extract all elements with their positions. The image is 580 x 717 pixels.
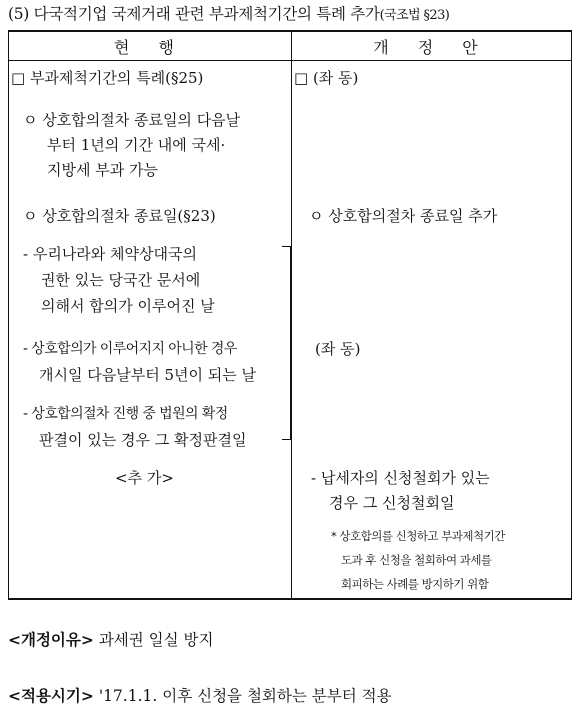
right-same: (좌 동) (315, 340, 361, 358)
revision-reason (8, 628, 213, 650)
left-sub2-line1: - 상호합의가 이루어지지 아니한 경우 (23, 341, 237, 357)
right-item-title: □ (좌 동) (294, 69, 359, 87)
effective-date-text: '17.1.1. 이후 신청을 철회하는 분부터 적용 (98, 687, 392, 705)
left-add-placeholder: <추 가> (115, 469, 174, 487)
section-title (8, 2, 578, 24)
right-note-line2: 도과 후 신청을 철회하여 과세를 (341, 553, 492, 567)
right-new-sub-line2: 경우 그 신청철회일 (329, 494, 455, 512)
left-sub3-line2: 판결이 있는 경우 그 확정판결일 (39, 431, 247, 449)
left-sub1-line3: 의해서 합의가 이루어진 날 (41, 297, 215, 315)
header-current: 현 행 (114, 38, 186, 57)
effective-date-label: <적용시기> (8, 687, 94, 705)
left-item1-line1: ㅇ 상호합의절차 종료일의 다음날 (23, 111, 241, 129)
left-sub3-line1: - 상호합의절차 진행 중 법원의 확정 (23, 406, 228, 422)
header-revised: 개 정 안 (373, 38, 490, 57)
revision-reason-label: <개정이유> (8, 631, 94, 649)
comparison-table (8, 30, 572, 600)
right-note-line3: 회피하는 사례를 방지하기 위함 (341, 577, 489, 591)
left-sub2-line2: 개시일 다음날부터 5년이 되는 날 (39, 366, 256, 384)
section-title-ref: (국조법 §23) (379, 8, 450, 23)
left-sub1-line2: 권한 있는 당국간 문서에 (41, 271, 201, 289)
right-item2: ㅇ 상호합의절차 종료일 추가 (309, 207, 498, 225)
effective-date (8, 684, 392, 706)
column-divider (291, 32, 292, 598)
left-sub1-line1: - 우리나라와 체약상대국의 (23, 245, 197, 263)
revision-reason-text: 과세권 일실 방지 (98, 631, 214, 649)
left-item-title: □ 부과제척기간의 특례(§25) (11, 69, 204, 87)
header-divider (9, 60, 571, 61)
right-note-line1: * 상호합의를 신청하고 부과제척기간 (331, 529, 505, 543)
left-item1-line2: 부터 1년의 기간 내에 국세· (47, 136, 226, 154)
left-bracket (282, 246, 291, 440)
left-item2: ㅇ 상호합의절차 종료일(§23) (23, 207, 216, 225)
left-item1-line3: 지방세 부과 가능 (47, 161, 158, 179)
right-new-sub-line1: - 납세자의 신청철회가 있는 (311, 469, 490, 487)
section-title-text: (5) 다국적기업 국제거래 관련 부과제척기간의 특례 추가 (8, 5, 380, 23)
